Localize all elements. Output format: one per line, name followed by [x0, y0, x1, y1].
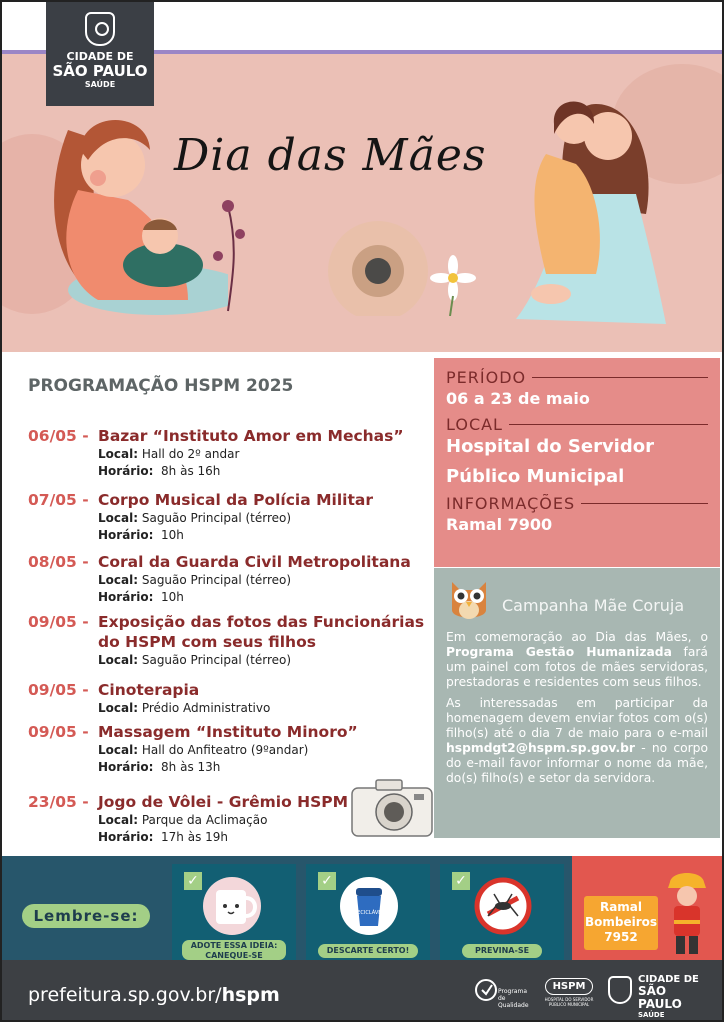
no-mosquito-icon — [470, 876, 536, 936]
mug-icon — [202, 876, 268, 936]
event-local-label: Local: — [98, 653, 139, 667]
event-item — [28, 792, 348, 846]
hspm-logo — [538, 978, 600, 1007]
event-name: Corpo Musical da Polícia Militar — [98, 491, 373, 509]
event-item — [28, 490, 373, 544]
event-date: 09/05 - — [28, 613, 89, 631]
local-value-2: Público Municipal — [446, 466, 625, 487]
campaign-program-name: Programa Gestão Humanizada — [446, 645, 672, 659]
event-time: 8h às 16h — [161, 464, 221, 478]
campaign-paragraph-1 — [446, 630, 708, 690]
event-item — [28, 426, 404, 480]
hspm-logo-text: HSPM — [545, 978, 593, 995]
event-item — [28, 552, 411, 606]
event-name-cont: do HSPM com seus filhos — [98, 633, 316, 651]
website-link[interactable] — [28, 984, 280, 1006]
event-date: 23/05 - — [28, 793, 89, 811]
check-icon: ✓ — [184, 872, 202, 890]
period-label: PERÍODO — [446, 368, 708, 387]
check-icon: ✓ — [318, 872, 336, 890]
footer-logo-line-3: SAÚDE — [638, 1011, 665, 1019]
mug-caption — [182, 940, 286, 960]
event-item — [28, 612, 424, 669]
period-value: 06 a 23 de maio — [446, 389, 590, 408]
event-date: 08/05 - — [28, 553, 89, 571]
reminder-label: Lembre-se: — [22, 904, 150, 928]
footer-crest-icon — [608, 976, 632, 1004]
contact-label: INFORMAÇÕES — [446, 494, 708, 513]
header-banner — [2, 2, 722, 352]
event-local: Hall do 2º andar — [141, 447, 240, 461]
event-local: Saguão Principal (térreo) — [141, 573, 292, 587]
website-link-base: prefeitura.sp.gov.br/ — [28, 984, 222, 1006]
event-local-label: Local: — [98, 743, 139, 757]
website-link-path: hspm — [221, 984, 280, 1006]
campaign-p1-text: Em comemoração ao Dia das Mães, o — [446, 630, 708, 644]
campaign-title: Campanha Mãe Coruja — [502, 596, 685, 615]
footer-city-logo — [608, 974, 712, 1020]
event-local-label: Local: — [98, 511, 139, 525]
campaign-paragraph-2 — [446, 696, 708, 786]
mother-daughter-illustration — [496, 84, 676, 334]
logo-line-2: SÃO PAULO — [52, 62, 148, 80]
local-value-1: Hospital do Servidor — [446, 436, 654, 457]
event-time: 10h — [161, 590, 184, 604]
event-date: 07/05 - — [28, 491, 89, 509]
campaign-email: hspmdgt2@hspm.sp.gov.br — [446, 741, 635, 755]
logo-line-1: CIDADE DE — [66, 50, 134, 63]
bin-text: RECICLÁVEL — [353, 910, 385, 916]
firefighter-line-3: 7952 — [604, 930, 638, 944]
event-item — [28, 722, 358, 776]
event-name: Coral da Guarda Civil Metropolitana — [98, 553, 411, 571]
recycle-caption: DESCARTE CERTO! — [318, 944, 418, 958]
event-local-label: Local: — [98, 813, 139, 827]
firefighter-line-1: Ramal — [599, 900, 643, 914]
event-local: Prédio Administrativo — [141, 701, 271, 715]
event-time-label: Horário: — [98, 590, 154, 604]
event-info-box — [434, 358, 720, 567]
event-local-label: Local: — [98, 573, 139, 587]
reminder-panel-mug — [172, 864, 296, 960]
event-local: Parque da Aclimação — [141, 813, 268, 827]
footer-logo-line-2: SÃO PAULO — [638, 984, 682, 1011]
event-name: Jogo de Vôlei - Grêmio HSPM — [98, 793, 349, 811]
quality-program-logo — [474, 978, 530, 1009]
event-name: Bazar “Instituto Amor em Mechas” — [98, 427, 404, 445]
flowers-illustration — [188, 186, 478, 316]
event-time-label: Horário: — [98, 528, 154, 542]
event-local-label: Local: — [98, 701, 139, 715]
event-time-label: Horário: — [98, 464, 154, 478]
campaign-p1-text-cont: fará um painel com fotos de mães servidoras, prestadoras e residentes com seus filhos. — [446, 645, 708, 689]
event-local-label: Local: — [98, 447, 139, 461]
event-time: 8h às 13h — [161, 760, 221, 774]
campaign-p2-text-cont: - no corpo do e-mail favor informar o nome da mãe, do(s) filho(s) e setor da servidora. — [446, 741, 708, 785]
mug-caption-2: CANEQUE-SE — [205, 951, 263, 960]
event-time: 17h às 19h — [161, 830, 229, 844]
event-time: 10h — [161, 528, 184, 542]
firefighter-extension — [584, 896, 658, 950]
firefighter-icon — [662, 870, 712, 956]
contact-value: Ramal 7900 — [446, 515, 553, 534]
event-local: Saguão Principal (térreo) — [141, 653, 292, 667]
event-name: Exposição das fotos das Funcionárias — [98, 613, 425, 631]
event-local: Saguão Principal (térreo) — [141, 511, 292, 525]
page-title: Dia das Mães — [174, 130, 487, 181]
event-time-label: Horário: — [98, 760, 154, 774]
check-icon: ✓ — [452, 872, 470, 890]
event-date: 06/05 - — [28, 427, 89, 445]
quality-program-text: Programa de Qualidade — [498, 988, 529, 1009]
event-local: Hall do Anfiteatro (9ºandar) — [141, 743, 309, 757]
mug-caption-1: ADOTE ESSA IDEIA: — [190, 941, 278, 950]
program-title: PROGRAMAÇÃO HSPM 2025 — [28, 376, 294, 396]
event-date: 09/05 - — [28, 723, 89, 741]
campaign-p2-text: As interessadas em participar da homenagem devem enviar fotos com o(s) filho(s) até o dia 7 de maio para o e-mail — [446, 696, 708, 740]
logo-line-3: SAÚDE — [84, 80, 116, 89]
reminder-panel-recycle — [306, 864, 430, 960]
owl-icon — [446, 576, 492, 624]
hspm-logo-sub: HOSPITAL DO SERVIDOR PÚBLICO MUNICIPAL — [544, 997, 594, 1007]
city-logo — [46, 2, 154, 106]
local-label: LOCAL — [446, 415, 708, 434]
recycle-bin-icon — [336, 876, 402, 936]
firefighter-line-2: Bombeiros — [584, 915, 658, 929]
footer-logo-line-1: CIDADE DE — [638, 974, 699, 985]
reminder-panel-mosquito — [440, 864, 564, 960]
event-date: 09/05 - — [28, 681, 89, 699]
camera-icon — [348, 774, 438, 840]
event-name: Cinoterapia — [98, 681, 200, 699]
mosquito-caption: PREVINA-SE — [462, 944, 542, 958]
city-crest-icon — [85, 12, 115, 46]
event-time-label: Horário: — [98, 830, 154, 844]
event-item — [28, 680, 270, 717]
event-name: Massagem “Instituto Minoro” — [98, 723, 358, 741]
